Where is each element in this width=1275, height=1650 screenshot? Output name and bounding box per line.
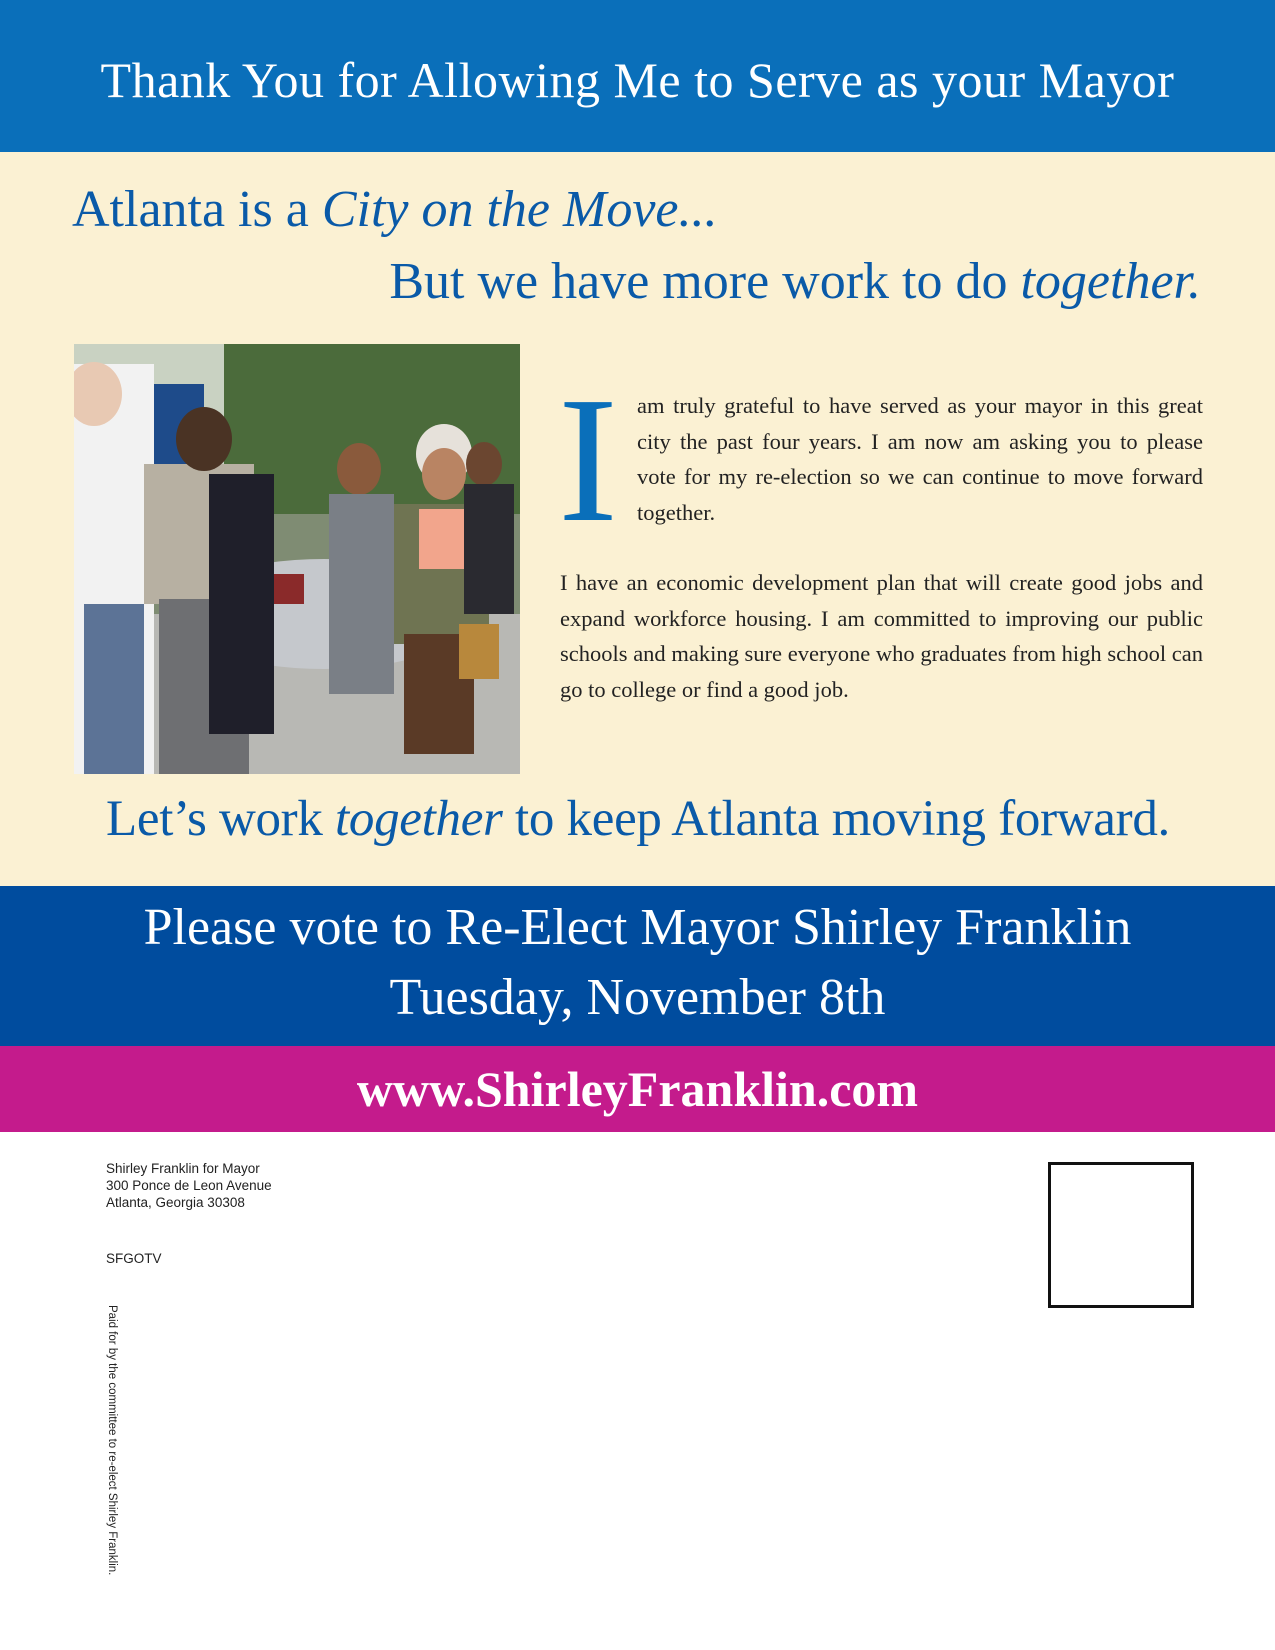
- tagline-line-2-italic: together.: [1020, 253, 1201, 310]
- vote-message: Please vote to Re-Elect Mayor Shirley Franklin: [143, 899, 1132, 956]
- body-paragraph-1: am truly grateful to have served as your mayor in this great city the past four years. I am now am asking you to please vote for my re-election so we can continue to move forward together.: [637, 393, 1203, 525]
- campaign-photo: [74, 344, 520, 774]
- tagline-line-2: [389, 252, 1201, 311]
- return-address-line: 300 Ponce de Leon Avenue: [106, 1178, 272, 1193]
- closing-slogan: [74, 790, 1202, 848]
- closing-slogan-start: Let’s work: [106, 791, 336, 847]
- return-address-line: Shirley Franklin for Mayor: [106, 1161, 260, 1176]
- tagline-line-1-plain: Atlanta is a: [72, 181, 322, 238]
- campaign-photo-illustration: [74, 344, 520, 774]
- drop-cap-letter: I: [558, 360, 618, 559]
- website-band: [0, 1046, 1275, 1132]
- tagline-line-1: [72, 180, 718, 239]
- mailer-code: SFGOTV: [106, 1251, 162, 1266]
- tagline-line-1-italic: City on the Move...: [321, 181, 718, 238]
- header-headline: Thank You for Allowing Me to Serve as your Mayor: [100, 52, 1175, 108]
- closing-slogan-italic: together: [335, 791, 503, 847]
- closing-slogan-end: to keep Atlanta moving forward.: [502, 791, 1170, 847]
- return-address: [106, 1160, 272, 1211]
- return-address-line: Atlanta, Georgia 30308: [106, 1195, 245, 1210]
- body-paragraph-2: I have an economic development plan that will create good jobs and expand workforce housing. I am committed to improving our public schools and making sure everyone who graduates from high school can go to college or find a good job.: [560, 570, 1203, 702]
- postage-stamp-box: [1048, 1162, 1194, 1308]
- paid-for-disclaimer: Paid for by the committee to re-elect Shirley Franklin.: [106, 1305, 118, 1576]
- header-band: [0, 0, 1275, 152]
- election-date: Tuesday, November 8th: [389, 969, 886, 1026]
- tagline-line-2-plain: But we have more work to do: [389, 253, 1021, 310]
- website-url[interactable]: www.ShirleyFranklin.com: [356, 1061, 919, 1117]
- vote-band: [0, 886, 1275, 1046]
